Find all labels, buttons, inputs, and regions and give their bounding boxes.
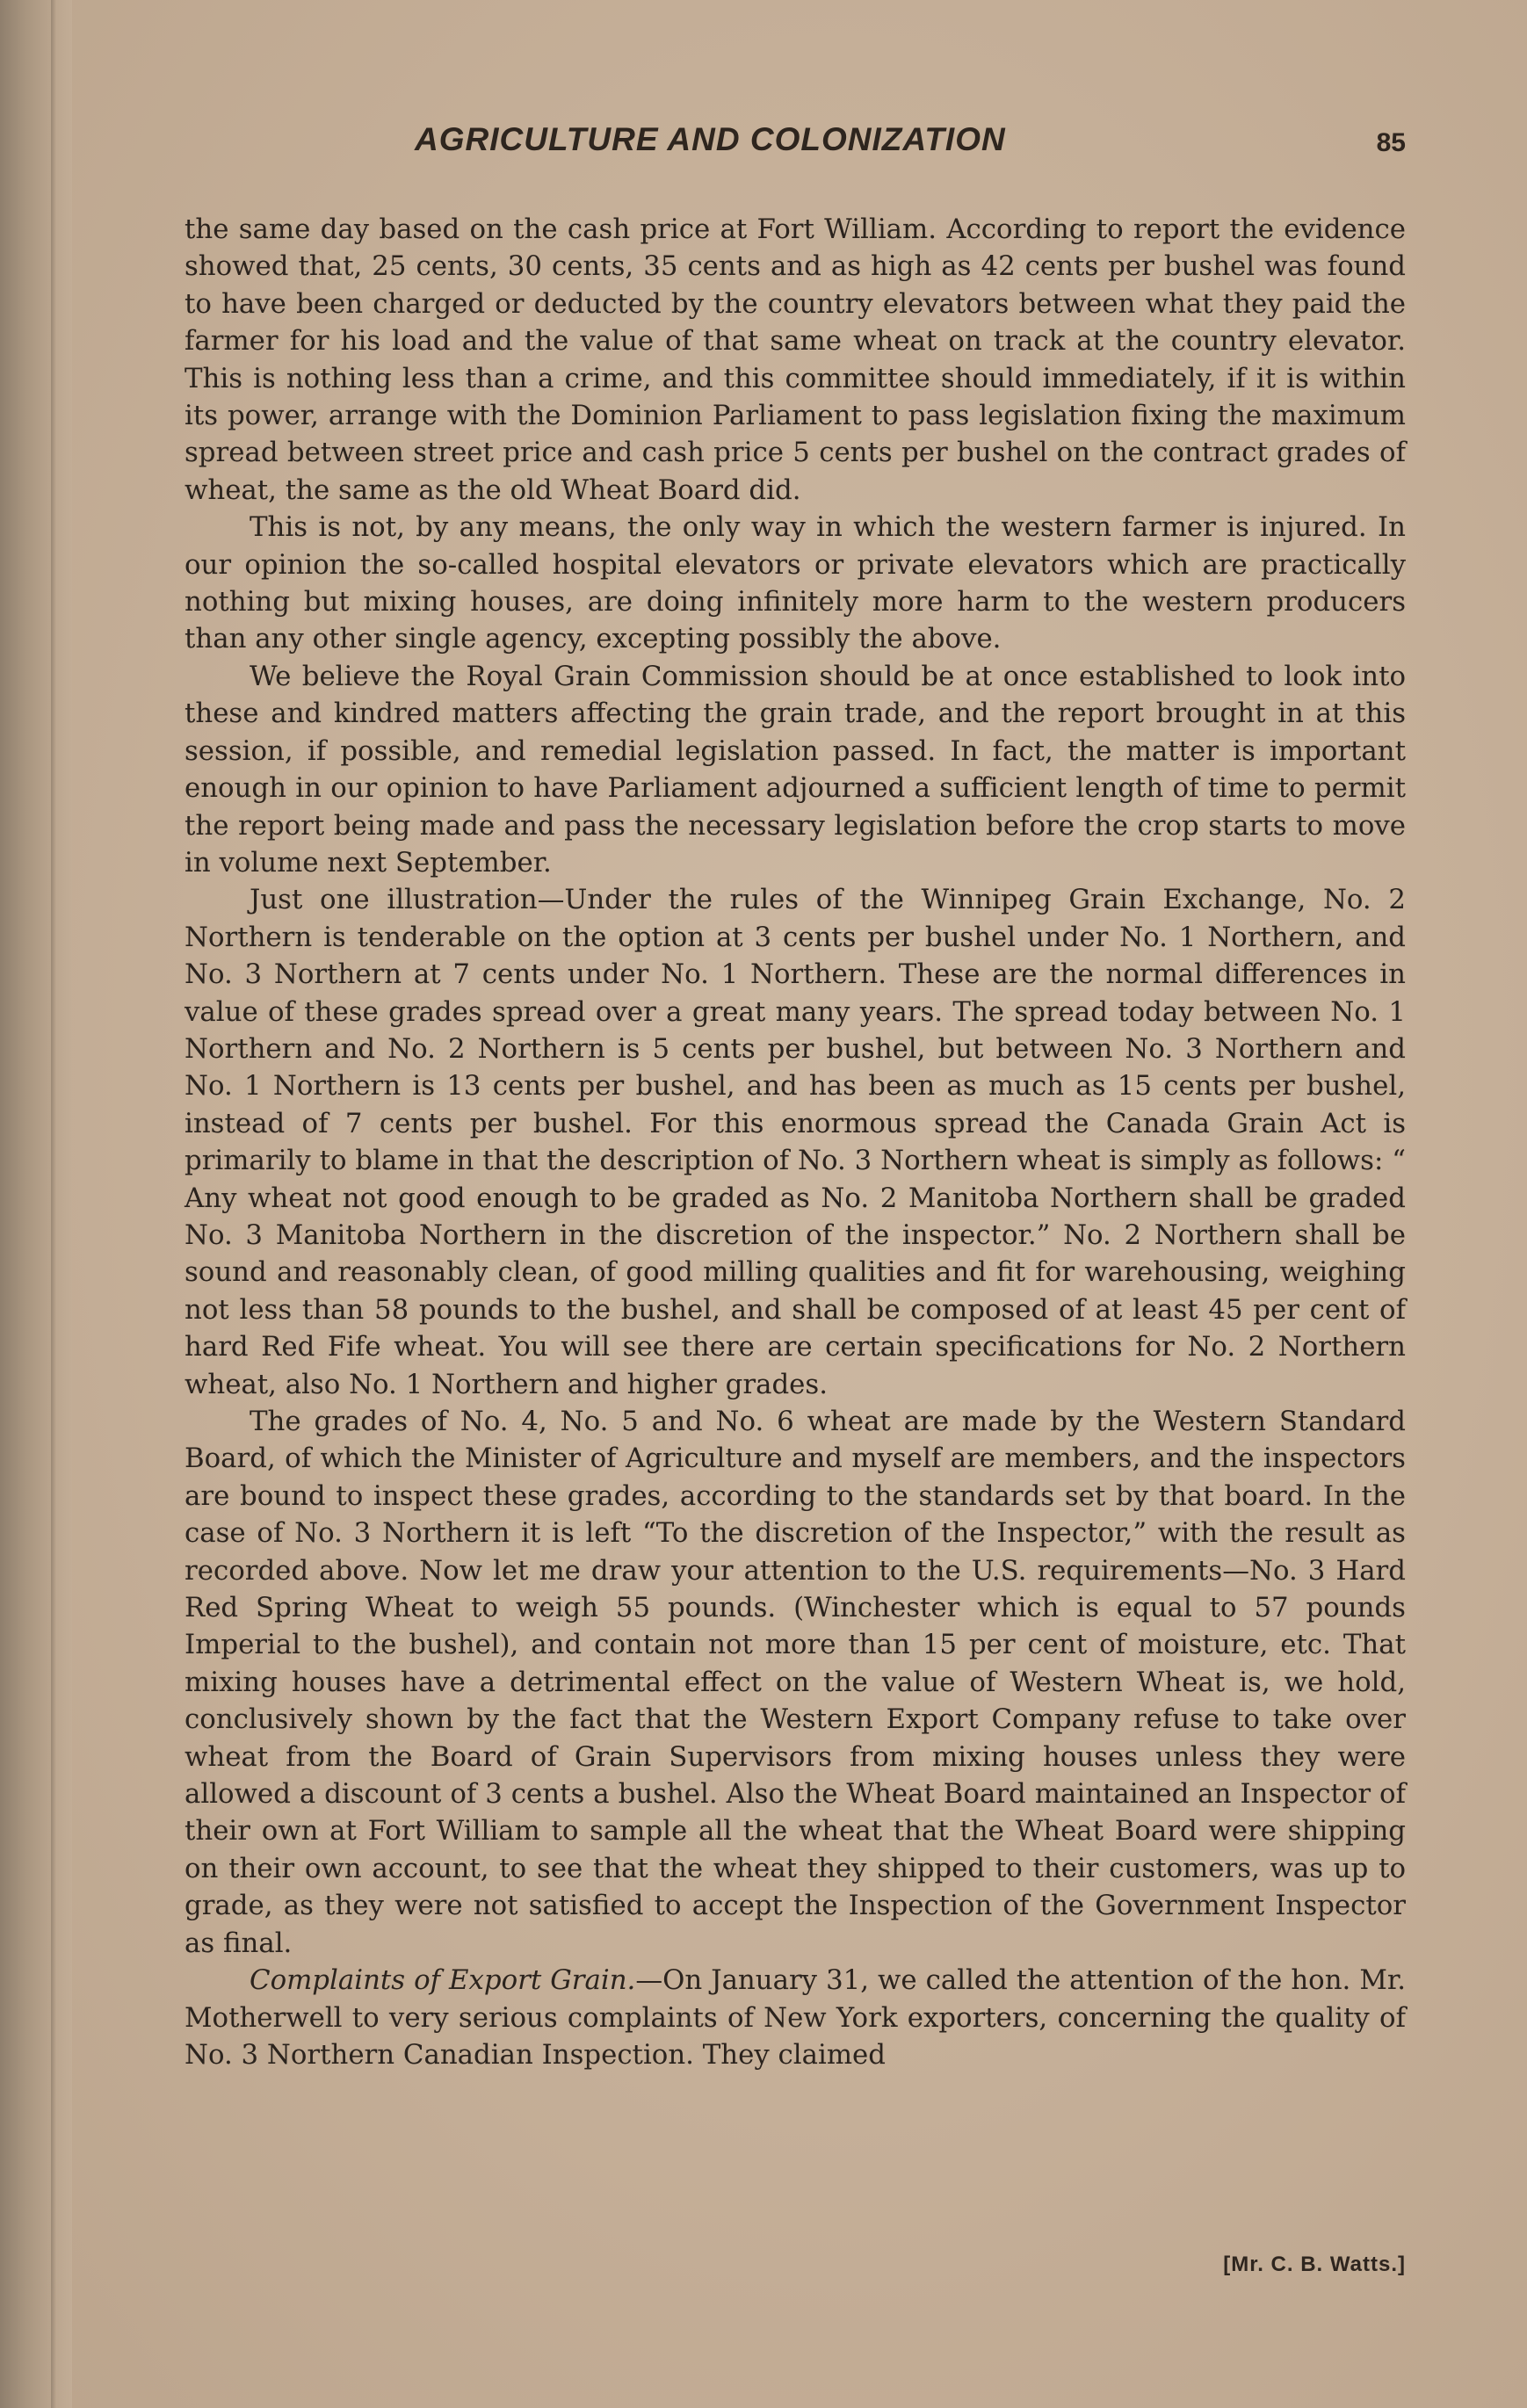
paragraph-text: This is not, by any means, the only way in which the western farmer is injured. In our opinion the so-called hospital elevators or private elevators which are practically nothing but mixing houses, are doing infinitely more harm to the western producers than any other single agency, excepting possibly the above. xyxy=(185,511,1406,655)
page-binding xyxy=(0,0,72,2408)
paragraph-text: the same day based on the cash price at Fort William. According to report the evidence showed that, 25 cents, 30 cents, 35 cents and as high as 42 cents per bushel was found to have been charged or deducted by the country elevators between what they paid the farmer for his load and the value of that same wheat on track at the country elevator. This is nothing less than a crime, and this committee should immediately, if it is within its power, arrange with the Dominion Parliament to pass legislation fixing the maximum spread between street price and cash price 5 cents per bushel on the contract grades of wheat, the same as the old Wheat Board did. xyxy=(185,213,1406,506)
page-header xyxy=(185,121,1406,174)
speaker-attribution: [Mr. C. B. Watts.] xyxy=(1223,2253,1406,2276)
paragraph-text: —On January 31, we called the attention of the hon. Mr. Motherwell to very serious complaints of New York exporters, concerning the quality of No. 3 Northern Canadian Inspection. They claimed xyxy=(185,1964,1406,2071)
paragraph-text: The grades of No. 4, No. 5 and No. 6 wheat are made by the Western Standard Board, of which the Minister of Agriculture and myself are members, and the inspectors are bound to inspect these grades, according to the standards set by that board. In the case of No. 3 Northern it is left “To the discretion of the Inspector,” with the result as recorded above. Now let me draw your attention to the U.S. requirements—No. 3 Hard Red Spring Wheat to weigh 55 pounds. (Winchester which is equal to 57 pounds Imperial to the bushel), and contain not more than 15 per cent of moisture, etc. That mixing houses have a detrimental effect on the value of Western Wheat is, we hold, conclusively shown by the fact that the Western Export Company refuse to take over wheat from the Board of Grain Supervisors from mixing houses unless they were allowed a discount of 3 cents a bushel. Also the Wheat Board maintained an Inspector of their own at Fort William to sample all the wheat that the Wheat Board were shipping on their own account, to see that the wheat they shipped to their customers, was up to grade, as they were not satisfied to accept the Inspection of the Government Inspector as final. xyxy=(185,1406,1406,1959)
paragraph-2 xyxy=(185,509,1406,658)
binding-shadow xyxy=(51,0,56,2408)
paragraph-text: Just one illustration—Under the rules of the Winnipeg Grain Exchange, No. 2 Northern is tenderable on the option at 3 cents per bushel under No. 1 Northern, and No. 3 Northern at 7 cents under No. 1 Northern. These are the normal differences in value of these grades spread over a great many years. The spread today between No. 1 Northern and No. 2 Northern is 5 cents per bushel, but between No. 3 Northern and No. 1 Northern is 13 cents per bushel, and has been as much as 15 cents per bushel, instead of 7 cents per bushel. For this enormous spread the Canada Grain Act is primarily to blame in that the description of No. 3 Northern wheat is simply as follows: “ Any wheat not good enough to be graded as No. 2 Manitoba Northern shall be graded No. 3 Manitoba Northern in the discretion of the inspector.” No. 2 Northern shall be sound and reasonably clean, of good milling qualities and fit for warehousing, weighing not less than 58 pounds to the bushel, and shall be composed of at least 45 per cent of hard Red Fife wheat. You will see there are certain specifications for No. 2 Northern wheat, also No. 1 Northern and higher grades. xyxy=(185,884,1406,1400)
section-run-in-heading: Complaints of Export Grain. xyxy=(250,1964,636,1997)
paragraph-3 xyxy=(185,658,1406,881)
running-title: AGRICULTURE AND COLONIZATION xyxy=(415,121,1006,157)
paragraph-4 xyxy=(185,881,1406,1403)
body-text xyxy=(185,211,1406,2073)
page-number: 85 xyxy=(1376,128,1406,157)
paragraph-6 xyxy=(185,1962,1406,2073)
paragraph-5 xyxy=(185,1403,1406,1962)
paragraph-text: We believe the Royal Grain Commission should be at once established to look into these and kindred matters affecting the grain trade, and the report brought in at this session, if possible, and remedial legislation passed. In fact, the matter is important enough in our opinion to have Parliament adjourned a sufficient length of time to permit the report being made and pass the necessary legislation before the crop starts to move in volume next September. xyxy=(185,660,1406,879)
paragraph-1 xyxy=(185,211,1406,509)
